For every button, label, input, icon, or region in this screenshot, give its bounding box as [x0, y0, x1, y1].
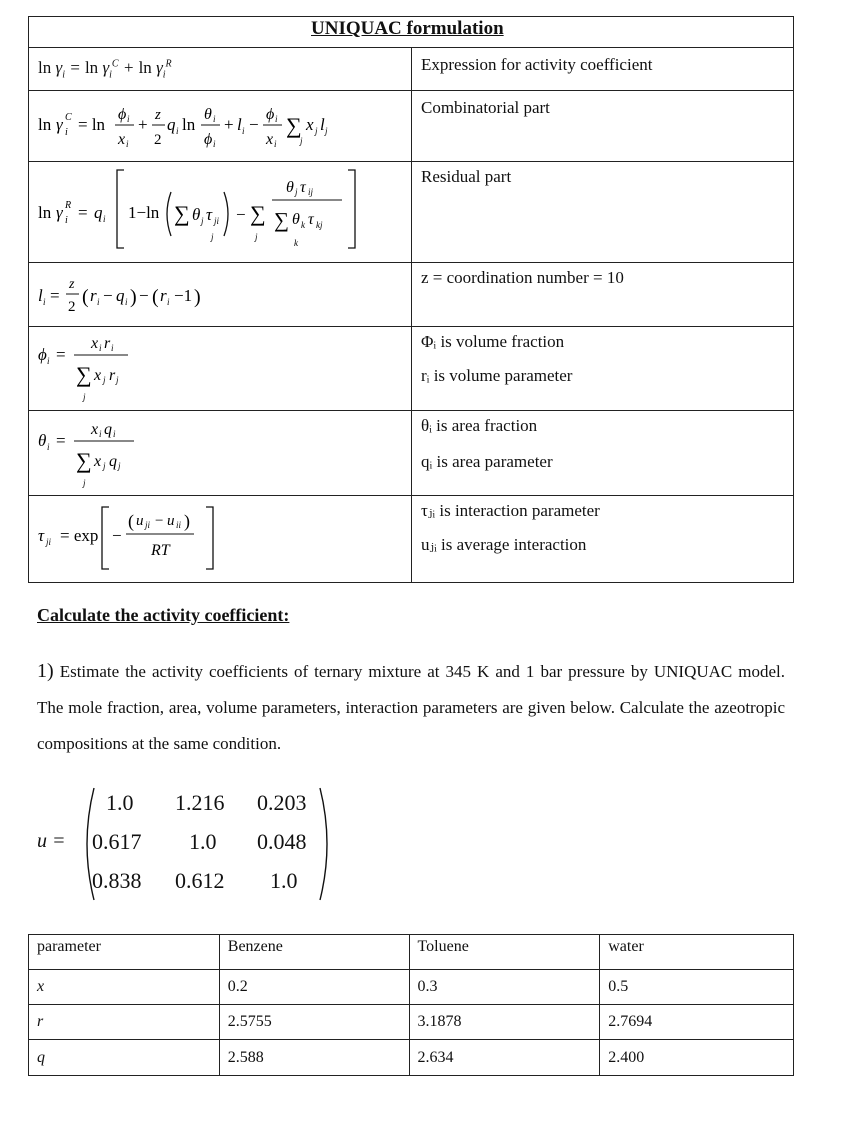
svg-text:= exp: = exp	[60, 526, 99, 545]
table-cell-param: q	[29, 1040, 220, 1076]
svg-text:ji: ji	[145, 520, 151, 530]
svg-text:∑: ∑	[76, 448, 92, 473]
svg-text:x: x	[94, 453, 102, 470]
svg-text:i: i	[275, 114, 278, 124]
matrix-cell: 0.048	[257, 829, 307, 854]
svg-text:i: i	[65, 127, 68, 138]
svg-text:l: l	[38, 286, 43, 305]
svg-text:θ: θ	[38, 431, 47, 450]
desc-area-parameter: qᵢ is area parameter	[421, 452, 553, 471]
table-cell: 0.3	[409, 970, 600, 1005]
svg-text:u: u	[136, 513, 144, 529]
equation-l	[36, 266, 256, 322]
table-cell-param: x	[29, 970, 220, 1005]
matrix-label: u =	[37, 830, 66, 852]
svg-text:ϕ: ϕ	[38, 345, 47, 364]
svg-text:k: k	[294, 238, 298, 248]
table-cell: 0.2	[219, 970, 409, 1005]
svg-text:q: q	[167, 115, 176, 134]
svg-text:+: +	[224, 115, 234, 134]
table-cell-param: r	[29, 1005, 220, 1040]
svg-text:q: q	[94, 203, 103, 222]
problem-text: Estimate the activity coefficients of ternary mixture at 345 K and 1 bar pressure by UNIQUAC model. The mole fraction, area, volume parameters, interaction parameters are given below. Calculate the azeotropic compositions at the same condition.	[37, 662, 785, 753]
svg-text:+: +	[138, 115, 148, 134]
desc-volume-parameter: rᵢ is volume parameter	[421, 366, 573, 385]
table-cell: 2.7694	[600, 1005, 794, 1040]
svg-text:ϕ: ϕ	[266, 106, 275, 123]
svg-text:l: l	[237, 115, 242, 134]
svg-text:−: −	[249, 115, 259, 134]
svg-text:l: l	[320, 115, 325, 134]
svg-text:∑: ∑	[286, 113, 302, 138]
table-row	[29, 1040, 794, 1076]
table-cell: 2.588	[219, 1040, 409, 1076]
svg-text:∑: ∑	[250, 201, 266, 226]
problem-number: 1)	[37, 660, 54, 682]
svg-text:j: j	[83, 392, 86, 402]
svg-text:−: −	[112, 526, 122, 545]
matrix-cell: 0.612	[175, 868, 225, 893]
table-cell: 2.5755	[219, 1005, 409, 1040]
svg-text:j: j	[325, 126, 328, 136]
svg-text:RT: RT	[151, 542, 170, 559]
svg-text:q: q	[116, 286, 125, 305]
svg-text:q: q	[104, 421, 112, 438]
table-header: parameter	[29, 935, 220, 970]
svg-text:=: =	[50, 286, 60, 305]
svg-text:i: i	[213, 139, 216, 149]
svg-text:2: 2	[154, 132, 162, 148]
svg-text:r: r	[104, 335, 111, 352]
svg-text:j: j	[300, 136, 303, 146]
svg-text:∑: ∑	[76, 362, 92, 387]
svg-text:j: j	[118, 461, 121, 471]
svg-text:ji: ji	[46, 537, 52, 547]
svg-text:2: 2	[68, 299, 76, 315]
svg-text:∑: ∑	[174, 201, 190, 226]
matrix-cell: 1.0	[270, 868, 298, 893]
equation-phi	[36, 330, 196, 406]
svg-text:i: i	[274, 139, 277, 149]
table-header: Benzene	[219, 935, 409, 970]
table-row	[29, 1005, 794, 1040]
svg-text:k: k	[301, 220, 305, 230]
table-row	[29, 970, 794, 1005]
desc-volume-fraction: Φᵢ is volume fraction	[421, 332, 565, 351]
svg-text:i: i	[103, 214, 106, 224]
svg-text:ϕ: ϕ	[204, 131, 213, 148]
equation-combinatorial	[36, 94, 376, 156]
svg-text:r: r	[109, 367, 116, 384]
svg-text:r: r	[160, 286, 167, 305]
desc-area-fraction: θᵢ is area fraction	[421, 416, 538, 435]
desc-combinatorial: Combinatorial part	[421, 98, 550, 117]
svg-text:C: C	[65, 112, 72, 123]
svg-text:kj: kj	[316, 220, 323, 230]
svg-text:−1: −1	[174, 286, 193, 305]
svg-text:i: i	[47, 442, 50, 452]
svg-text:−: −	[103, 286, 113, 305]
svg-text:j: j	[103, 461, 106, 471]
svg-text:u: u	[167, 513, 175, 529]
svg-text:j: j	[255, 232, 258, 242]
svg-text:ln: ln	[182, 115, 196, 134]
svg-text:): )	[130, 286, 137, 308]
desc-residual: Residual part	[421, 167, 512, 186]
equation-theta	[36, 414, 196, 490]
matrix-cell: 1.0	[106, 790, 134, 815]
desc-interaction-parameter: τⱼᵢ is interaction parameter	[421, 501, 600, 520]
svg-text:j: j	[201, 216, 204, 226]
table-cell: 3.1878	[409, 1005, 600, 1040]
svg-text:x: x	[91, 421, 99, 438]
matrix-cell: 1.216	[175, 790, 225, 815]
svg-text:τ: τ	[308, 211, 314, 228]
svg-text:i: i	[65, 215, 68, 226]
svg-text:x: x	[94, 367, 102, 384]
problem-paragraph	[37, 653, 785, 762]
svg-text:−: −	[236, 205, 246, 224]
svg-text:): )	[184, 511, 190, 531]
svg-text:=: =	[56, 345, 66, 364]
svg-text:z: z	[69, 277, 75, 292]
table-header-row	[29, 935, 794, 970]
matrix-cell: 0.617	[92, 829, 142, 854]
svg-text:i: i	[47, 356, 50, 366]
svg-text:R: R	[65, 200, 72, 211]
svg-text:τ: τ	[38, 526, 45, 545]
svg-text:j: j	[83, 478, 86, 488]
matrix-cell: 1.0	[189, 829, 217, 854]
svg-text:θ: θ	[286, 179, 294, 196]
svg-text:x: x	[118, 131, 126, 148]
table-cell: 2.634	[409, 1040, 600, 1076]
svg-text:(: (	[152, 286, 159, 308]
svg-text:(: (	[128, 511, 134, 531]
svg-text:x: x	[91, 335, 99, 352]
svg-text:ϕ: ϕ	[118, 106, 127, 123]
svg-text:θ: θ	[292, 211, 300, 228]
table-cell: 2.400	[600, 1040, 794, 1076]
formulation-title: UNIQUAC formulation	[311, 18, 504, 39]
svg-text:x: x	[306, 115, 314, 134]
svg-text:ln: ln	[38, 115, 52, 134]
svg-text:i: i	[127, 114, 130, 124]
svg-text:ln: ln	[38, 203, 52, 222]
svg-text:i: i	[126, 139, 129, 149]
section-heading: Calculate the activity coefficient:	[37, 605, 290, 625]
svg-text:−: −	[139, 286, 149, 305]
svg-text:r: r	[90, 286, 97, 305]
desc-average-interaction: uⱼᵢ is average interaction	[421, 535, 587, 554]
svg-text:i: i	[167, 297, 170, 307]
table-header: water	[600, 935, 794, 970]
desc-coordination: z = coordination number = 10	[421, 268, 624, 287]
svg-text:j: j	[103, 375, 106, 385]
equation-residual	[36, 164, 376, 258]
svg-text:i: i	[99, 429, 102, 439]
svg-text:z: z	[155, 107, 161, 123]
svg-text:i: i	[242, 126, 245, 136]
svg-text:i: i	[125, 297, 128, 307]
svg-text:−: −	[155, 513, 164, 529]
svg-text:ji: ji	[214, 216, 220, 226]
svg-text:ii: ii	[176, 520, 182, 530]
svg-text:i: i	[43, 297, 46, 307]
svg-text:= ln: = ln	[78, 115, 106, 134]
svg-text:(: (	[82, 286, 89, 308]
svg-text:=: =	[78, 203, 88, 222]
table-cell: 0.5	[600, 970, 794, 1005]
svg-text:j: j	[116, 375, 119, 385]
svg-text:i: i	[113, 429, 116, 439]
svg-text:j: j	[211, 232, 214, 242]
svg-text:): )	[194, 286, 201, 308]
parameter-table	[28, 934, 794, 1076]
matrix-cell: 0.838	[92, 868, 142, 893]
svg-text:γ: γ	[56, 203, 63, 222]
svg-text:τ: τ	[206, 205, 213, 224]
svg-text:=: =	[56, 431, 66, 450]
desc-expression: Expression for activity coefficient	[421, 55, 653, 74]
svg-text:i: i	[99, 343, 102, 353]
svg-text:θ: θ	[192, 205, 201, 224]
svg-text:1−ln: 1−ln	[128, 203, 160, 222]
equation-ln-gamma: $\ln \gamma_i = \ln \gamma_i^C + \ln \gamma_i^R$	[38, 58, 172, 81]
svg-text:q: q	[109, 453, 117, 470]
table-header: Toluene	[409, 935, 600, 970]
svg-text:j: j	[315, 126, 318, 136]
svg-text:x: x	[266, 131, 274, 148]
svg-text:i: i	[213, 114, 216, 124]
svg-text:j: j	[295, 187, 298, 197]
svg-text:i: i	[111, 343, 114, 353]
svg-text:i: i	[97, 297, 100, 307]
svg-text:∑: ∑	[274, 208, 289, 232]
svg-text:ij: ij	[308, 187, 314, 197]
equation-tau	[36, 499, 256, 577]
svg-text:i: i	[176, 126, 179, 136]
svg-text:θ: θ	[204, 106, 212, 123]
matrix-cell: 0.203	[257, 790, 307, 815]
svg-text:γ: γ	[56, 115, 63, 134]
svg-text:τ: τ	[300, 179, 306, 196]
